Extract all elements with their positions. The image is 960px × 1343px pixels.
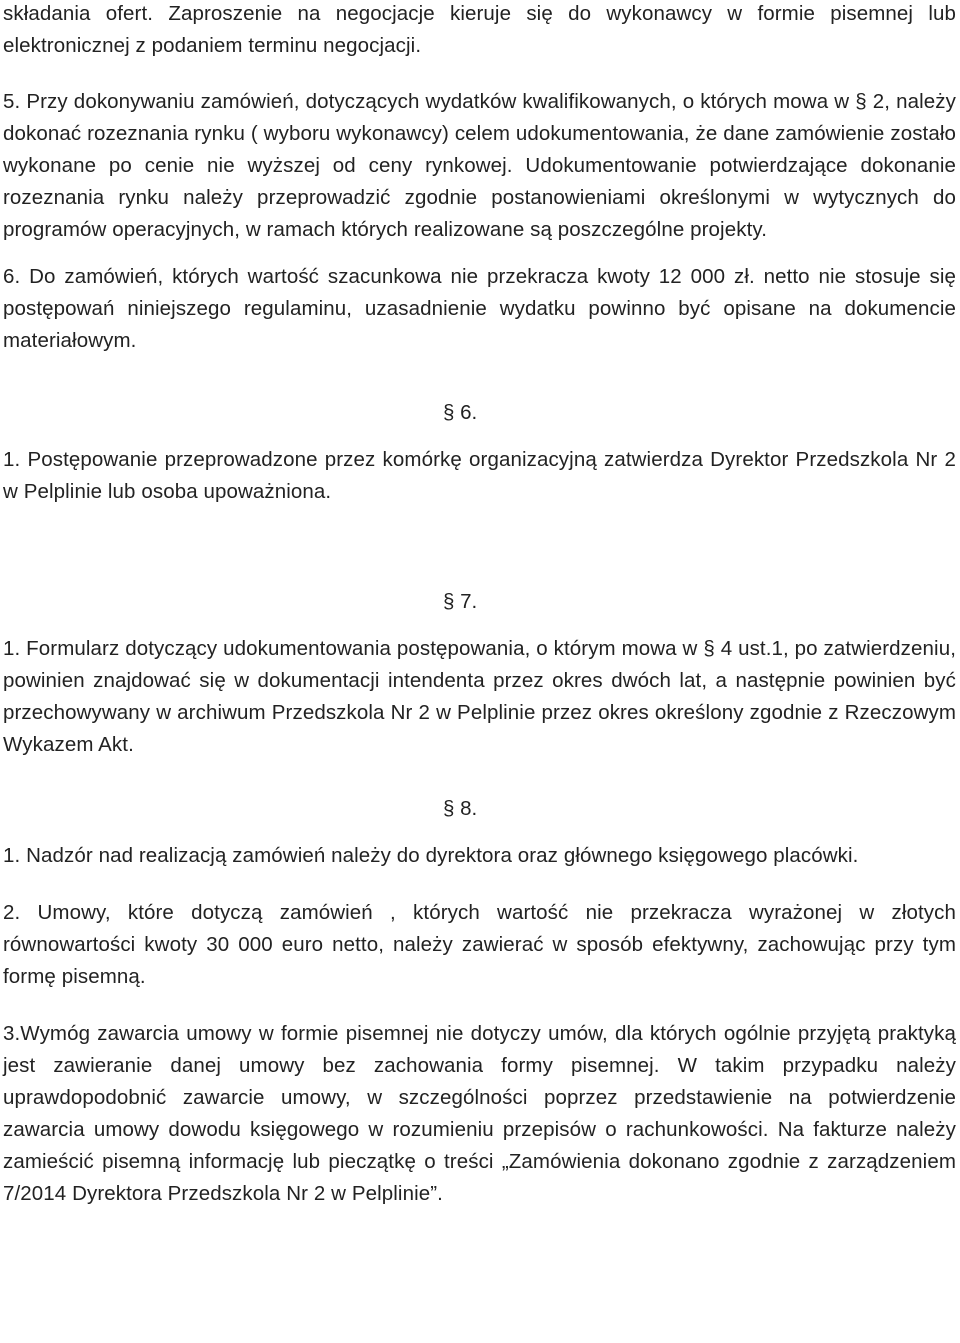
section-8-paragraph-2: 2. Umowy, które dotyczą zamówień , których wartość nie przekracza wyrażonej w złotych równowartości kwoty 30 000 euro netto, należy zawierać w sposób efektywny, zachowując przy tym formę pisemną. bbox=[3, 901, 956, 988]
paragraph-item-6: 6. Do zamówień, których wartość szacunkowa nie przekracza kwoty 12 000 zł. netto nie stosuje się postępowań niniejszego regulaminu, uzasadnienie wydatku powinno być opisane na dokumencie materiałowym. bbox=[3, 265, 956, 352]
section-heading-8: § 8. bbox=[443, 797, 478, 820]
paragraph-tail: składania ofert. Zaproszenie na negocjacje kieruje się do wykonawcy w formie pisemnej lub elektronicznej z podaniem terminu negocjacji. bbox=[3, 2, 956, 57]
section-heading-7: § 7. bbox=[443, 590, 478, 613]
section-8-paragraph-1: 1. Nadzór nad realizacją zamówień należy do dyrektora oraz głównego księgowego placówki. bbox=[3, 844, 859, 867]
section-7-paragraph-1: 1. Formularz dotyczący udokumentowania postępowania, o którym mowa w § 4 ust.1, po zatwierdzeniu, powinien znajdować się w dokumentacji intendenta przez okres dwóch lat, a następnie powinien być przechowywany w archiwum Przedszkola Nr 2 w Pelplinie przez okres określony zgodnie z Rzeczowym Wykazem Akt. bbox=[3, 637, 956, 756]
paragraph-item-5: 5. Przy dokonywaniu zamówień, dotyczących wydatków kwalifikowanych, o których mowa w § 2, należy dokonać rozeznania rynku ( wyboru wykonawcy) celem udokumentowania, że dane zamówienie zostało wykonane po cenie nie wyższej od ceny rynkowej. Udokumentowanie potwierdzające dokonanie rozeznania rynku należy przeprowadzić zgodnie postanowieniami określonymi w wytycznych do programów operacyjnych, w ramach których realizowane są poszczególne projekty. bbox=[3, 90, 956, 241]
section-8-paragraph-3: 3.Wymóg zawarcia umowy w formie pisemnej nie dotyczy umów, dla których ogólnie przyjętą praktyką jest zawieranie danej umowy bez zachowania formy pisemnej. W takim przypadku należy uprawdopodobnić zawarcie umowy, w szczególności poprzez przedstawienie na potwierdzenie zawarcia umowy dowodu księgowego w rozumieniu przepisów o rachunkowości. Na fakturze należy zamieścić pisemną informację lub pieczątkę o treści „Zamówienia dokonano zgodnie z zarządzeniem 7/2014 Dyrektora Przedszkola Nr 2 w Pelplinie”. bbox=[3, 1022, 956, 1205]
section-6-paragraph-1: 1. Postępowanie przeprowadzone przez komórkę organizacyjną zatwierdza Dyrektor Przedszkola Nr 2 w Pelplinie lub osoba upoważniona. bbox=[3, 448, 956, 503]
section-heading-6: § 6. bbox=[443, 401, 478, 424]
